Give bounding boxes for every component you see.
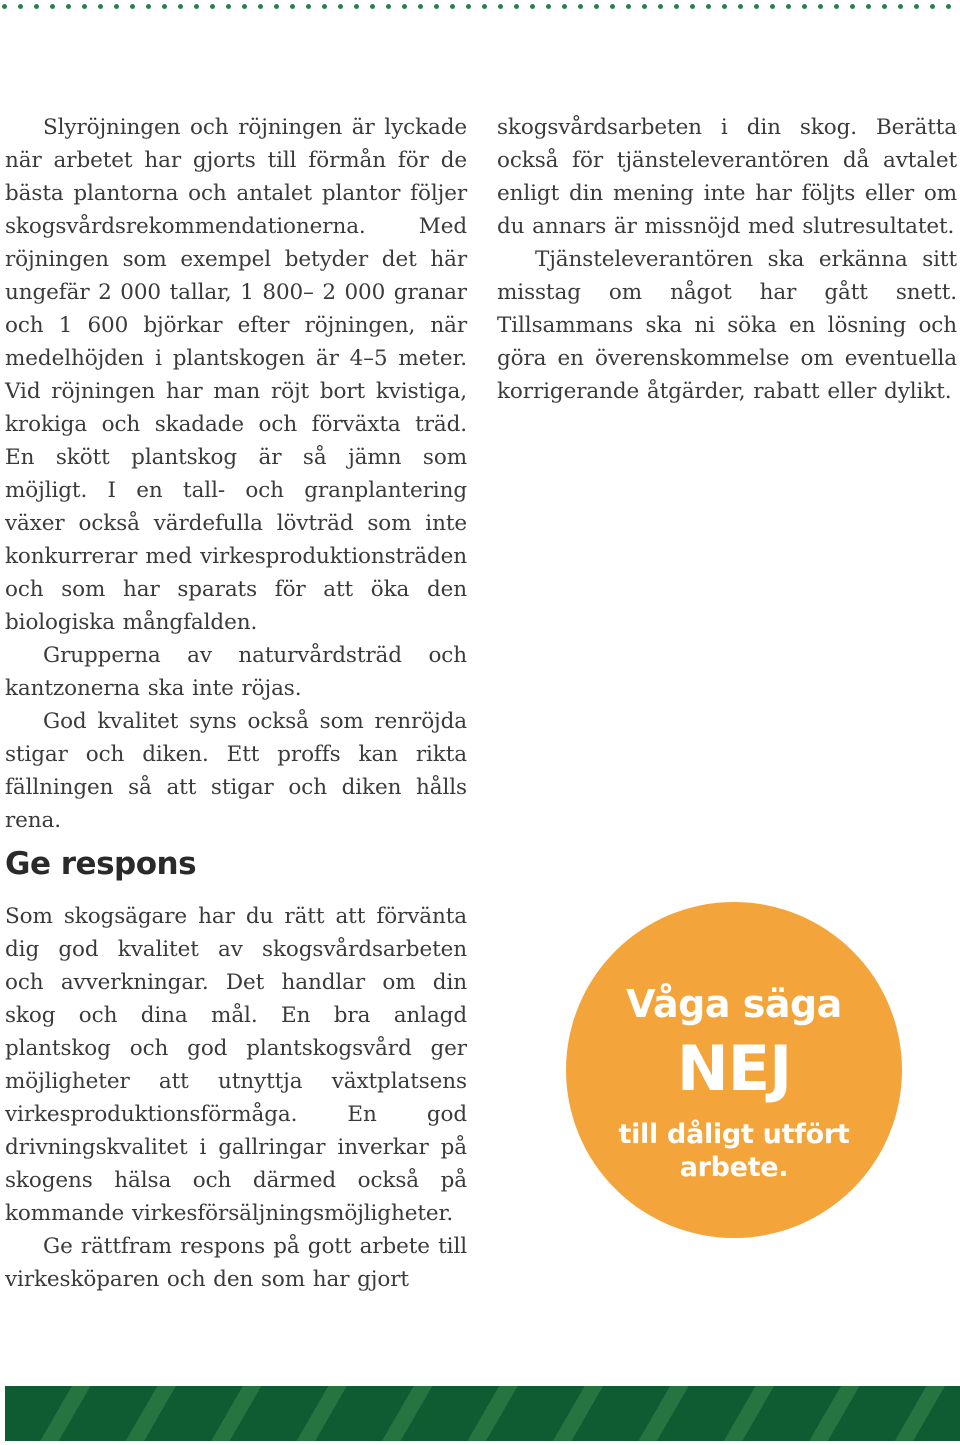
dot-icon: [466, 4, 471, 9]
dot-icon: [114, 4, 119, 9]
dot-icon: [50, 4, 55, 9]
dot-icon: [434, 4, 439, 9]
dot-icon: [210, 4, 215, 9]
dot-icon: [178, 4, 183, 9]
dot-icon: [914, 4, 919, 9]
paragraph: Tjänsteleverantören ska erkänna sitt misstag om något har gått snett. Tillsammans ska ni söka en lösning och göra en överenskommelse om eventuella korrigerande åtgärder, rabatt eller dylikt.: [497, 247, 957, 404]
dot-icon: [354, 4, 359, 9]
paragraph: God kvalitet syns också som renröjda stigar och diken. Ett proffs kan rikta fällningen så att stigar och diken hålls rena.: [5, 709, 467, 833]
right-text-column: [497, 111, 957, 408]
dot-icon: [562, 4, 567, 9]
dot-icon: [98, 4, 103, 9]
dot-icon: [786, 4, 791, 9]
section-heading: Ge respons: [5, 846, 197, 882]
dot-icon: [226, 4, 231, 9]
green-footer-band: [5, 1386, 960, 1441]
dot-icon: [306, 4, 311, 9]
left-text-column: [5, 111, 467, 837]
dot-icon: [834, 4, 839, 9]
dot-icon: [242, 4, 247, 9]
dot-icon: [706, 4, 711, 9]
dot-icon: [818, 4, 823, 9]
dot-icon: [194, 4, 199, 9]
dot-icon: [418, 4, 423, 9]
dot-icon: [642, 4, 647, 9]
dot-icon: [514, 4, 519, 9]
dot-icon: [402, 4, 407, 9]
dot-icon: [898, 4, 903, 9]
dot-icon: [290, 4, 295, 9]
dot-icon: [2, 4, 7, 9]
badge-line-1: Våga säga: [626, 982, 842, 1026]
dot-icon: [130, 4, 135, 9]
dot-icon: [530, 4, 535, 9]
paragraph: Grupperna av naturvårdsträd och kantzonerna ska inte röjas.: [5, 643, 467, 701]
dot-icon: [322, 4, 327, 9]
dot-icon: [34, 4, 39, 9]
dot-icon: [274, 4, 279, 9]
dot-icon: [498, 4, 503, 9]
paragraph: Slyröjningen och röjningen är lyckade när arbetet har gjorts till förmån för de bästa plantorna och antalet plantor följer skogsvårdsrekommendationerna. Med röjningen som exempel betyder det här ungefär 2 000 tallar, 1 800– 2 000 granar och 1 600 björkar efter röjningen, när medelhöjden i plantskogen är 4–5 meter. Vid röjningen har man röjt bort kvistiga, krokiga och skadade och förväxta träd. En skött plantskog är så jämn som möjligt. I en tall- och granplantering växer också värdefulla lövträd som inte konkurrerar med virkesproduktionsträden och som har sparats för att öka den biologiska mångfalden.: [5, 115, 467, 635]
dotted-top-border: [0, 0, 960, 12]
dot-icon: [258, 4, 263, 9]
paragraph: skogsvårdsarbeten i din skog. Berätta också för tjänsteleverantören då avtalet enligt din mening inte har följts eller om du annars är missnöjd med slutresultatet.: [497, 115, 957, 239]
dot-icon: [482, 4, 487, 9]
dot-icon: [450, 4, 455, 9]
dot-icon: [738, 4, 743, 9]
dot-icon: [626, 4, 631, 9]
dot-icon: [930, 4, 935, 9]
dot-icon: [386, 4, 391, 9]
dot-icon: [866, 4, 871, 9]
dot-icon: [946, 4, 951, 9]
badge-line-3: till dåligt utfört arbete.: [618, 1119, 850, 1183]
dot-icon: [770, 4, 775, 9]
dare-say-no-badge: [566, 902, 902, 1238]
dot-icon: [802, 4, 807, 9]
dot-icon: [162, 4, 167, 9]
dot-icon: [338, 4, 343, 9]
badge-line-2: NEJ: [676, 1032, 792, 1105]
paragraph: Som skogsägare har du rätt att förvänta dig god kvalitet av skogsvårdsarbeten och avverkningar. Det handlar om din skog och dina mål. En bra anlagd plantskog och god plantskogsvård ger möjligheter att utnyttja växtplatsens virkesproduktionsförmåga. En god drivningskvalitet i gallringar inverkar på skogens hälsa och därmed också på kommande virkesförsäljningsmöjligheter.: [5, 904, 467, 1226]
dot-icon: [18, 4, 23, 9]
dot-icon: [66, 4, 71, 9]
dot-icon: [722, 4, 727, 9]
dot-icon: [594, 4, 599, 9]
paragraph: Ge rättfram respons på gott arbete till virkesköparen och den som har gjort: [5, 1234, 467, 1292]
dot-icon: [850, 4, 855, 9]
dot-icon: [674, 4, 679, 9]
dot-icon: [610, 4, 615, 9]
dot-icon: [546, 4, 551, 9]
dot-icon: [690, 4, 695, 9]
feedback-text-column: [5, 900, 467, 1296]
dot-icon: [882, 4, 887, 9]
dot-icon: [658, 4, 663, 9]
dot-icon: [82, 4, 87, 9]
dot-icon: [146, 4, 151, 9]
dot-icon: [578, 4, 583, 9]
dot-icon: [754, 4, 759, 9]
dot-icon: [370, 4, 375, 9]
